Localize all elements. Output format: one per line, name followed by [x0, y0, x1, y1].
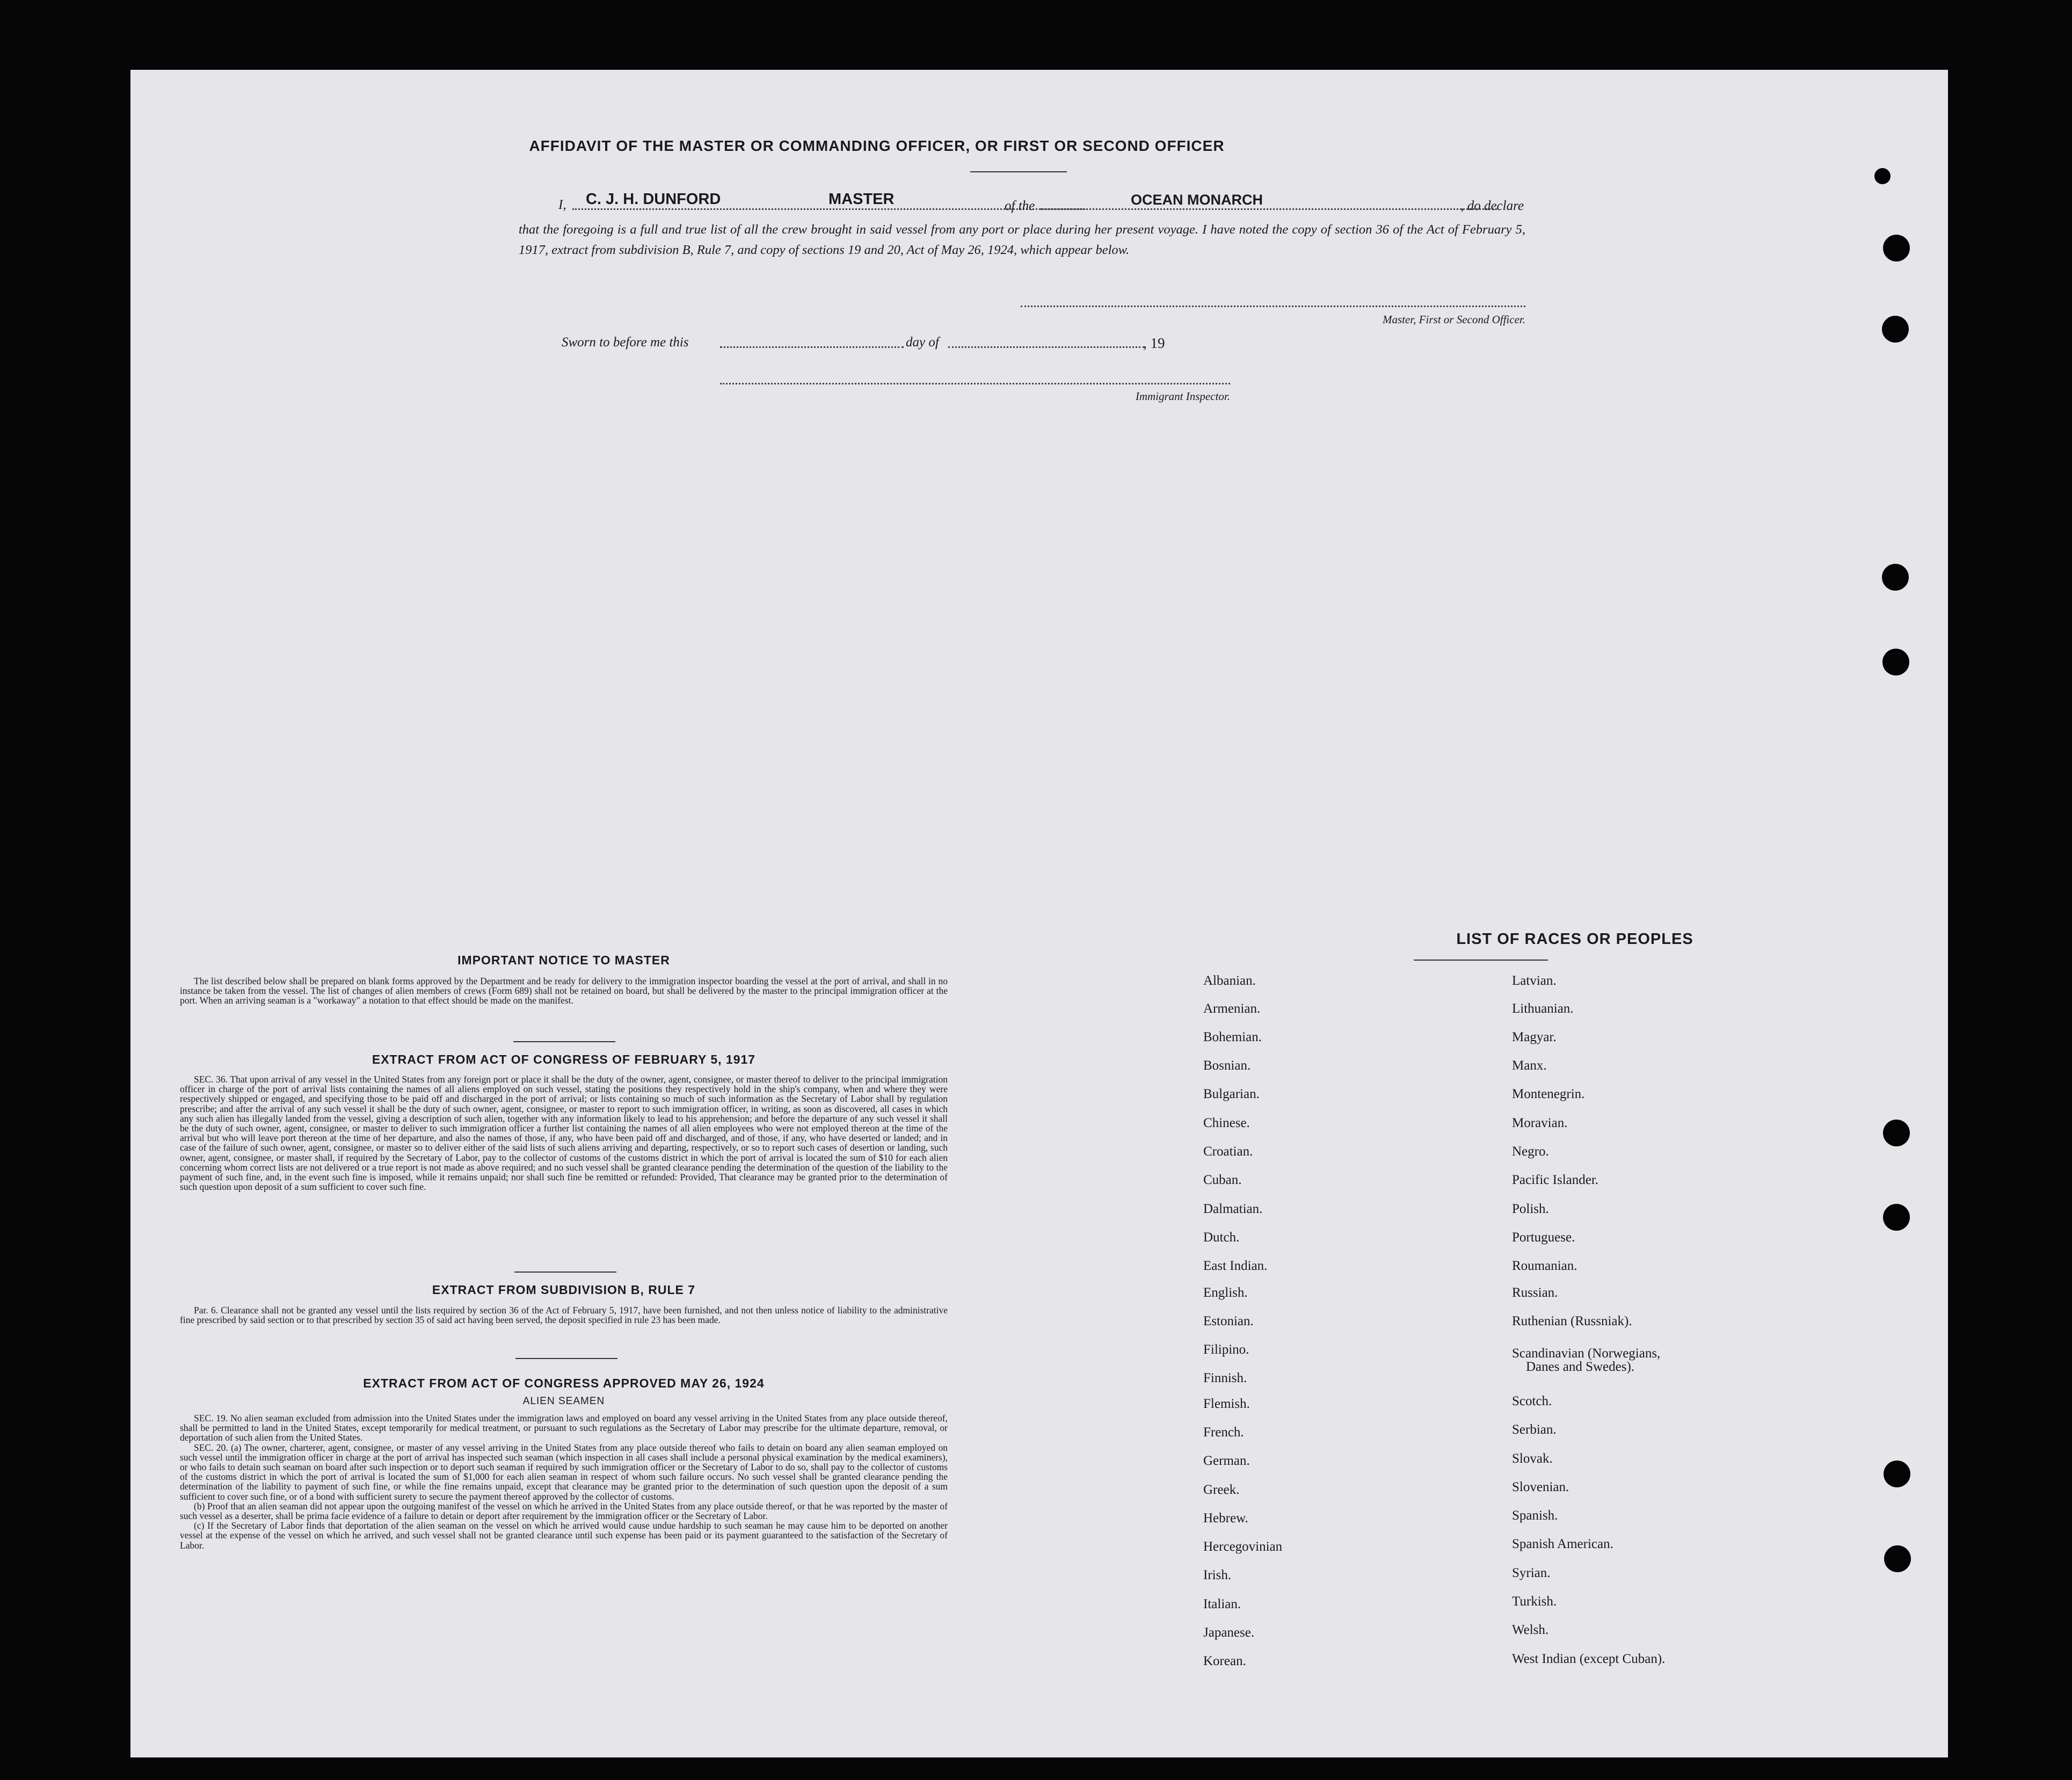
- race-item: Armenian.: [1203, 1001, 1261, 1016]
- affidavit-pronoun: I,: [558, 198, 566, 212]
- declaration-text: that the foregoing is a full and true list of all the crew brought in said vessel from any port or place during her present voyage. I have noted the copy of section 36 of the Act of February 5, 1917, extract from subdivision B, Rule 7, and copy of sections 19 and 20, Act of May 26, 1924, which appear below.: [519, 222, 1525, 257]
- document-page: [130, 70, 1948, 1757]
- divider: [514, 1272, 616, 1273]
- extract-1924-subtitle: ALIEN SEAMEN: [522, 1396, 605, 1407]
- race-item: Welsh.: [1512, 1623, 1549, 1637]
- race-item: Irish.: [1203, 1568, 1232, 1582]
- race-item: Estonian.: [1203, 1314, 1254, 1328]
- race-item: Hebrew.: [1203, 1511, 1248, 1525]
- race-item: French.: [1203, 1425, 1244, 1440]
- inspector-signature-line: [720, 383, 1230, 384]
- race-item: Roumanian.: [1512, 1259, 1577, 1273]
- race-item: Montenegrin.: [1512, 1087, 1585, 1101]
- extract-1917-body: [180, 1074, 948, 1191]
- punch-hole: [1883, 1204, 1910, 1231]
- race-item: Serbian.: [1512, 1422, 1557, 1437]
- race-item: Korean.: [1203, 1654, 1246, 1668]
- race-item: Polish.: [1512, 1202, 1549, 1216]
- punch-hole: [1882, 649, 1909, 675]
- punch-hole: [1883, 235, 1910, 261]
- race-item: Negro.: [1512, 1144, 1549, 1159]
- extract-rule7-title: EXTRACT FROM SUBDIVISION B, RULE 7: [432, 1283, 696, 1297]
- race-item: Ruthenian (Russniak).: [1512, 1314, 1632, 1328]
- race-item: Greek.: [1203, 1483, 1240, 1497]
- divider: [513, 1041, 615, 1042]
- race-item: Finnish.: [1203, 1371, 1247, 1385]
- notice-body: [180, 976, 948, 1006]
- rank-value: MASTER: [828, 191, 895, 208]
- day-of-label: day of: [906, 335, 939, 350]
- vessel-field-line: [1041, 208, 1497, 210]
- race-item: Turkish.: [1512, 1594, 1557, 1609]
- affidavit-title: AFFIDAVIT OF THE MASTER OR COMMANDING OFFICER, OR FIRST OR SECOND OFFICER: [529, 137, 1225, 154]
- race-item: East Indian.: [1203, 1259, 1268, 1273]
- punch-hole: [1883, 1120, 1910, 1146]
- race-item: Bohemian.: [1203, 1030, 1262, 1044]
- sworn-month-line: [948, 346, 1144, 348]
- name-value: C. J. H. DUNFORD: [586, 191, 721, 208]
- race-item: Dutch.: [1203, 1230, 1240, 1245]
- extract-1917-paragraph: SEC. 36. That upon arrival of any vessel in the United States from any foreign port or place it shall be the duty of the owner, agent, consignee, or master thereof to deliver to the principal immigration officer in charge of the port of arrival lists containing the names of all aliens employed on such vessel, stating the positions they respectively hold in the ship's company, when and where they were respectively shipped or engaged, and specifying those to be paid off and discharged in the port of arrival; or lists containing so much of such information as the Secretary of Labor shall by regulation prescribe; and after the arrival of any such vessel it shall be the duty of such owner, agent, consignee, or master to report to such immigration officer, in writing, as soon as discovered, all cases in which any such alien has illegally landed from the vessel, giving a description of such alien, together with any information likely to lead to his apprehension; and before the departure of any such vessel it shall be the duty of such owner, agent, consignee, or master to deliver to such immigration officer a further list containing the names of all alien employees who were not employed thereon at the time of the arrival but who will leave port thereon at the time of her departure, and also the names of those, if any, who have been paid off and discharged, and of those, if any, who have deserted or landed; and in case of the failure of such owner, agent, consignee, or master so to deliver either of the said lists of such aliens arriving and departing, respectively, or so to report such cases of desertion or landing, such owner, agent, consignee, or master shall, if required by the Secretary of Labor, pay to the collector of customs of the customs district in which the port of arrival is located the sum of $10 for each alien concerning whom correct lists are not delivered or a true report is not made as above required; and no such vessel shall be granted clearance pending the determination of the question of the liability to the payment of such fine, and, in the event such fine is imposed, while it remains unpaid; nor shall such fine be remitted or refunded: Provided, That clearance may be granted prior to the determination of such question upon deposit of a sum sufficient to cover such fine.: [180, 1074, 948, 1193]
- extract-1924-title: EXTRACT FROM ACT OF CONGRESS APPROVED MAY 26, 1924: [363, 1376, 765, 1390]
- race-item: Moravian.: [1512, 1116, 1568, 1130]
- race-item: Lithuanian.: [1512, 1001, 1574, 1016]
- extract-rule7-body: [180, 1305, 948, 1325]
- race-item: Italian.: [1203, 1597, 1241, 1611]
- race-item: Cuban.: [1203, 1173, 1242, 1187]
- race-item: Hercegovinian: [1203, 1539, 1283, 1554]
- race-item: Danes and Swedes).: [1526, 1360, 1635, 1374]
- extract-1924-paragraph: (b) Proof that an alien seaman did not appear upon the outgoing manifest of the vessel on which he arrived in the United States from any place outside thereof, or that he was reported by the master of such vessel as a deserter, shall be prima facie evidence of a failure to detain or deport after requirement by the immigration officer or the Secretary of Labor.: [180, 1500, 948, 1522]
- signature-line: [1021, 306, 1525, 307]
- extract-1917-title: EXTRACT FROM ACT OF CONGRESS OF FEBRUARY 5, 1917: [372, 1052, 756, 1066]
- punch-hole: [1882, 564, 1909, 591]
- punch-hole: [1884, 1545, 1911, 1572]
- inspector-caption: Immigrant Inspector.: [1135, 390, 1230, 403]
- race-item: Latvian.: [1512, 973, 1557, 988]
- race-item: Magyar.: [1512, 1030, 1557, 1044]
- divider: [515, 1358, 617, 1359]
- do-declare-label: , do declare: [1460, 199, 1524, 213]
- punch-hole: [1882, 316, 1909, 343]
- race-item: Albanian.: [1203, 973, 1256, 988]
- race-item: Dalmatian.: [1203, 1202, 1263, 1216]
- race-item: Japanese.: [1203, 1625, 1255, 1640]
- extract-1924-paragraph: SEC. 20. (a) The owner, charterer, agent, consignee, or master of any vessel arriving in the United States from any place outside thereof who fails to detain on board any alien seaman employed on such vessel until the immigration officer in charge at the port of arrival has inspected such seaman (which inspection in all cases shall include a personal physical examination by the medical examiners), or who fails to detain such seaman on board after such inspection or to deport such seaman if required by such immigration officer or the Secretary of Labor to do so, shall pay to the collector of customs of the customs district in which the port of arrival is located the sum of $1,000 for each alien seaman in respect of whom such failure occurs. No such vessel shall be granted clearance pending the determination of the liability to payment of such fine, or while the fine remains unpaid, except that clearance may be granted prior to the determination of such question upon the deposit of a sum sufficient to cover such fine, or of a bond with sufficient surety to secure the payment thereof approved by the collector of customs.: [180, 1442, 948, 1502]
- race-item: Slovak.: [1512, 1451, 1553, 1466]
- punch-hole: [1884, 1461, 1910, 1487]
- race-item: Syrian.: [1512, 1566, 1551, 1580]
- of-the-label: of the: [1005, 199, 1035, 213]
- extract-rule7-paragraph: Par. 6. Clearance shall not be granted any vessel until the lists required by section 36 of the Act of February 5, 1917, have been furnished, and not then unless notice of liability to the administrative fine prescribed by said section or to that prescribed by section 35 of said act having been served, the deposit specified in rule 23 has been made.: [180, 1305, 948, 1326]
- extract-1924-body: [180, 1413, 948, 1550]
- race-item: Bulgarian.: [1203, 1087, 1260, 1101]
- race-item: Croatian.: [1203, 1144, 1253, 1159]
- race-item: Portuguese.: [1512, 1230, 1575, 1245]
- notice-title: IMPORTANT NOTICE TO MASTER: [457, 953, 670, 967]
- race-item: Russian.: [1512, 1285, 1558, 1300]
- race-item: Chinese.: [1203, 1116, 1250, 1130]
- race-item: Bosnian.: [1203, 1058, 1251, 1073]
- notice-paragraph: The list described below shall be prepared on blank forms approved by the Department and be ready for delivery to the immigration inspector boarding the vessel at the port of arrival, and shall in no instance be taken from the vessel. The list of changes of alien members of crews (Form 689) shall not be retained on board, but shall be delivered by the master to the principal immigration officer at the port. When an arriving seaman is a "workaway" a notation to that effect should be made on the manifest.: [180, 976, 948, 1006]
- punch-hole: [1874, 168, 1891, 184]
- race-item: German.: [1203, 1454, 1250, 1468]
- race-item: Slovenian.: [1512, 1480, 1569, 1494]
- extract-1924-paragraph: (c) If the Secretary of Labor finds that deportation of the alien seaman on the vessel on which he arrived would cause undue hardship to such seaman he may cause him to be deported on another vessel at the expense of the vessel on which he arrived, and such vessel shall not be granted clearance until such expense has been paid or its payment guaranteed to the satisfaction of the Secretary of Labor.: [180, 1520, 948, 1551]
- race-item: Flemish.: [1203, 1397, 1250, 1411]
- race-item: Spanish American.: [1512, 1537, 1613, 1551]
- race-item: Manx.: [1512, 1058, 1547, 1073]
- races-title: LIST OF RACES OR PEOPLES: [1456, 931, 1693, 948]
- race-item: Scandinavian (Norwegians,: [1512, 1346, 1661, 1361]
- signature-caption: Master, First or Second Officer.: [1383, 313, 1525, 326]
- year-prefix: , 19: [1143, 335, 1165, 351]
- race-item: Pacific Islander.: [1512, 1173, 1599, 1187]
- race-item: Spanish.: [1512, 1508, 1558, 1523]
- extract-1924-paragraph: SEC. 19. No alien seaman excluded from admission into the United States under the immigration laws and employed on board any vessel arriving in the United States from any place outside thereof, shall be permitted to land in the United States, except temporarily for medical treatment, or pursuant to such regulations as the Secretary of Labor may prescribe for the ultimate departure, removal, or deportation of such alien from the United States.: [180, 1413, 948, 1443]
- vessel-value: OCEAN MONARCH: [1131, 192, 1263, 208]
- race-item: English.: [1203, 1285, 1248, 1300]
- race-item: West Indian (except Cuban).: [1512, 1652, 1666, 1666]
- sworn-label: Sworn to before me this: [562, 335, 689, 350]
- divider: [970, 171, 1067, 172]
- race-item: Scotch.: [1512, 1394, 1552, 1408]
- sworn-day-line: [720, 346, 904, 348]
- divider: [1414, 960, 1548, 961]
- race-item: Filipino.: [1203, 1342, 1249, 1357]
